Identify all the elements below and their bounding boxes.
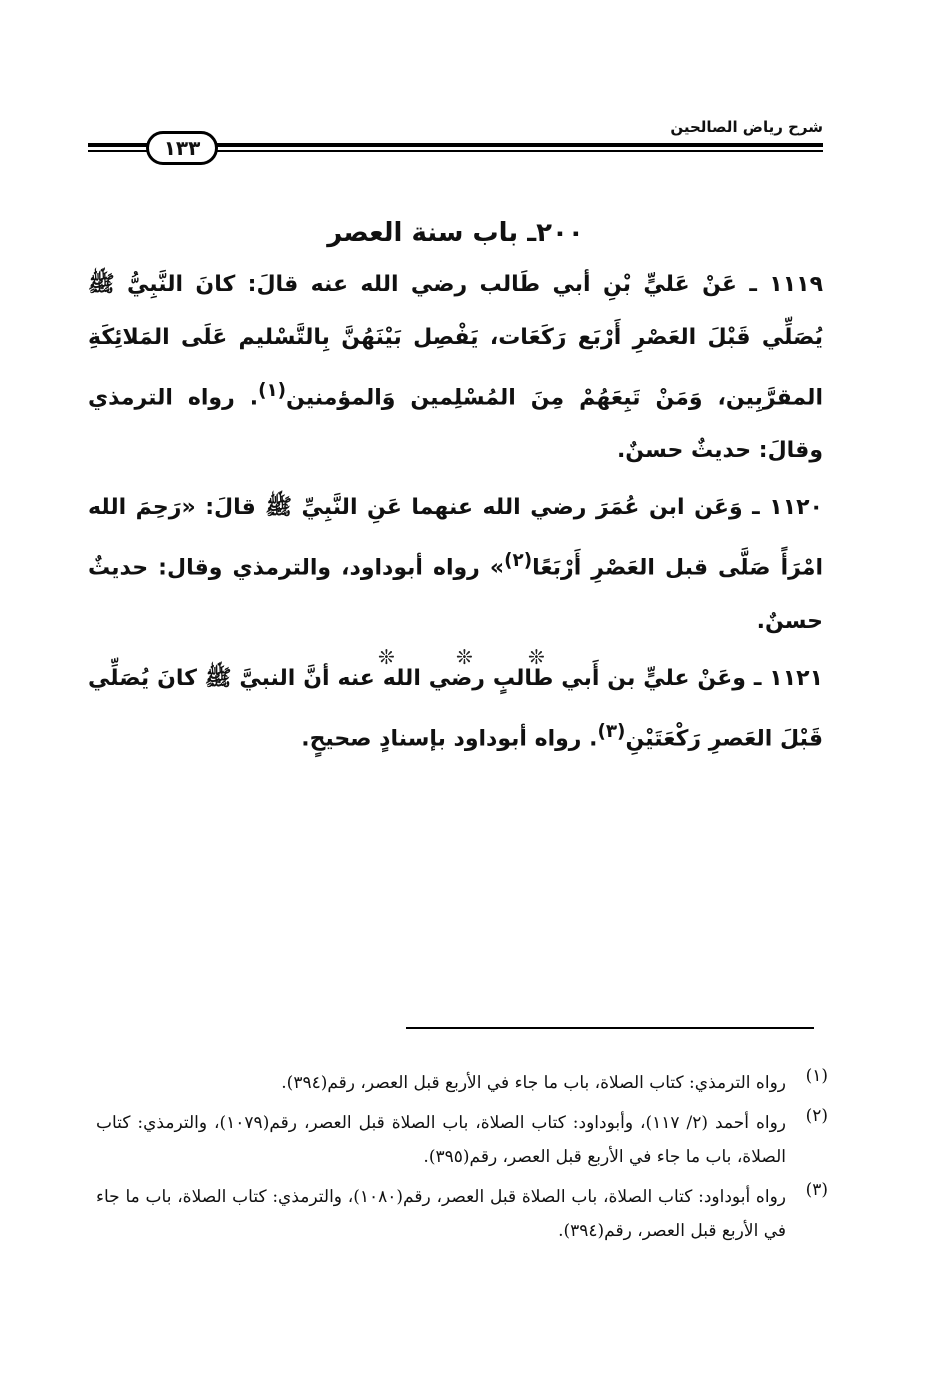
hadith-text: ـ عَنْ عَليٍّ بْنِ أبي طَالب رضي الله عنه قالَ: كانَ النَّبِيُّ ﷺ يُصَلِّي قَبْلَ العَصْرِ أَرْبَع رَكَعَات، يَفْصِل بَيْنَهُنَّ بِالتَّسْليم عَلَى المَلائِكَةِ المقرَّبِين، وَمَنْ تَبِعَهُمْ مِنَ المُسْلِمين وَالمؤمنين — [88, 272, 823, 411]
header-rule-left — [88, 143, 150, 152]
running-title: شرح رياض الصالحين — [670, 118, 823, 136]
footnote-mark: (١) — [805, 1066, 828, 1086]
footnote-divider — [406, 1027, 814, 1029]
hadith-1120 — [88, 481, 823, 647]
footnote-ref[interactable]: (٢) — [504, 550, 533, 572]
footnote-item — [96, 1180, 828, 1248]
footnote-mark: (٢) — [805, 1106, 828, 1126]
hadith-number: ١١٢٠ — [769, 495, 823, 521]
footnote-item — [96, 1106, 828, 1174]
hadith-text: ـ وَعَن ابن عُمَرَ رضي الله عنهما عَنِ النَّبِيِّ ﷺ قالَ: «رَحِمَ الله امْرَأً صَلَّى قبل العَصْرِ أَرْبَعًا — [88, 495, 823, 581]
hadith-tail: . رواه أبوداود بإسنادٍ صحيحٍ. — [301, 725, 598, 751]
hadith-text: ـ وعَنْ عليٍّ بن أَبي طالبٍ رضي الله عنه أنَّ النبيَّ ﷺ كانَ يُصَلِّي قَبْلَ العَصرِ رَكْعَتَيْنِ — [88, 665, 823, 751]
separator-star-icon: ❊ — [378, 645, 395, 669]
hadith-1119 — [88, 258, 823, 477]
footnote-item — [96, 1066, 828, 1100]
footnote-text: رواه أبوداود: كتاب الصلاة، باب الصلاة قبل العصر، رقم(١٠٨٠)، والترمذي: كتاب الصلاة، باب ما جاء في الأربع قبل العصر، رقم(٣٩٤). — [96, 1187, 786, 1241]
separator-star-icon: ❊ — [456, 645, 473, 669]
hadith-tail: » رواه أبوداود، والترمذي وقال: حديثٌ حسنٌ. — [88, 555, 823, 634]
footnote-text: رواه الترمذي: كتاب الصلاة، باب ما جاء في الأربع قبل العصر، رقم(٣٩٤). — [281, 1073, 786, 1093]
footnote-mark: (٣) — [805, 1180, 828, 1200]
hadith-number: ١١٢١ — [769, 665, 823, 691]
hadith-body — [88, 258, 823, 769]
header-rule-right — [216, 143, 823, 152]
footnotes — [96, 1066, 828, 1254]
footnote-ref[interactable]: (١) — [258, 380, 287, 401]
section-separator — [88, 645, 823, 675]
chapter-title: ٢٠٠ـ باب سنة العصر — [327, 218, 584, 248]
footnote-text: رواه أحمد (٢/ ١١٧)، وأبوداود: كتاب الصلاة، باب الصلاة قبل العصر، رقم(١٠٧٩)، والترمذي: كتاب الصلاة، باب ما جاء في الأربع قبل العصر، رقم(٣٩٥). — [96, 1113, 786, 1167]
hadith-number: ١١١٩ — [769, 272, 823, 297]
page-number: ١٣٣ — [146, 131, 218, 165]
separator-star-icon: ❊ — [528, 645, 545, 669]
hadith-tail: . رواه الترمذي وقالَ: حديثٌ حسنٌ. — [88, 385, 823, 464]
footnote-ref[interactable]: (٣) — [597, 720, 626, 742]
